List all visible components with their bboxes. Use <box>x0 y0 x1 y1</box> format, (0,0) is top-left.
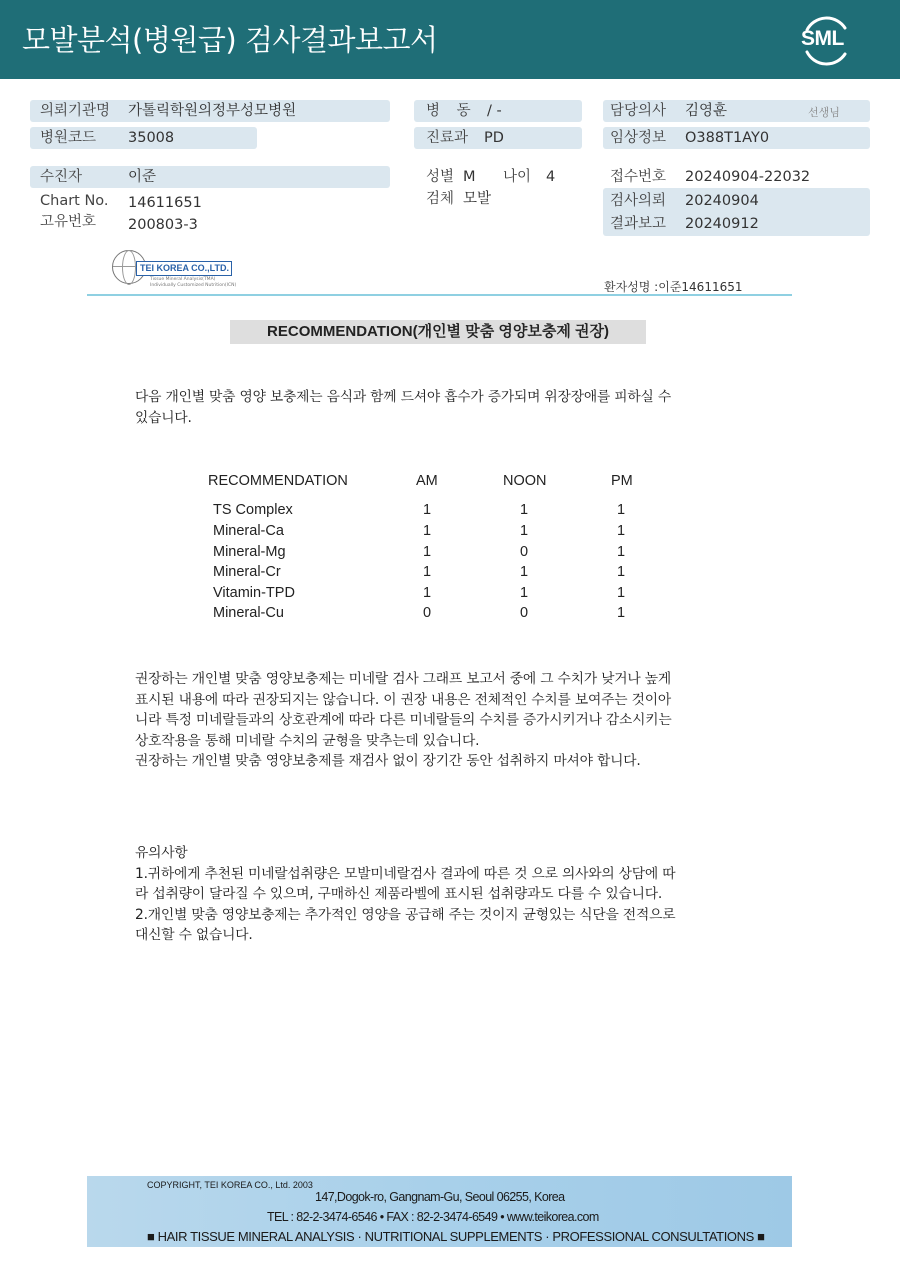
clinical-info-label: 임상정보 <box>610 130 667 146</box>
specimen-value: 모발 <box>463 191 492 207</box>
explanation-line: 권장하는 개인별 맞춤 영양보충제를 재검사 없이 장기간 동안 섭취하지 마셔야 합니다. <box>135 753 641 769</box>
intro-paragraph <box>135 387 745 428</box>
explanation-line: 표시된 내용에 따라 권장되지는 않습니다. 이 권장 내용은 전체적인 수치를 보여주는 것이아 <box>135 691 671 708</box>
tei-logo-text: TEI KOREA CO.,LTD. <box>136 261 232 276</box>
am-dose: 0 <box>422 605 432 621</box>
supplement-name: TS Complex <box>213 502 293 518</box>
ward-value: / - <box>487 103 502 119</box>
pm-dose: 1 <box>616 564 626 580</box>
table-header-am: AM <box>416 473 438 489</box>
age-value: 4 <box>546 169 556 185</box>
hospital-value: 가톨릭학원의정부성모병원 <box>128 103 297 119</box>
am-dose: 1 <box>422 502 432 518</box>
pm-dose: 1 <box>616 502 626 518</box>
notes-heading: 유의사항 <box>135 845 188 861</box>
explanation-line: 니라 특정 미네랄들과의 상호관계에 따라 다른 미네랄들의 수치를 증가시키거나 감소시키는 <box>135 712 672 728</box>
table-row <box>208 605 658 625</box>
notes-line: 2.개인별 맞춤 영양보충제는 추가적인 영양을 공급해 주는 것이지 균형있는 식단을 전적으로 <box>135 906 676 923</box>
sml-logo <box>797 14 853 66</box>
sex-label: 성별 <box>426 169 455 185</box>
receipt-no-label: 접수번호 <box>610 169 667 185</box>
report-date-label: 결과보고 <box>610 216 667 232</box>
footer-address: 147,Dogok-ro, Gangnam-Gu, Seoul 06255, Korea <box>315 1190 565 1204</box>
report-date-value: 20240912 <box>685 216 759 232</box>
unique-no-value: 200803-3 <box>128 217 198 233</box>
specimen-label: 검체 <box>426 191 455 207</box>
table-header-pm: PM <box>611 473 633 489</box>
footer-banner <box>87 1176 792 1247</box>
table-row <box>208 564 658 584</box>
pm-dose: 1 <box>616 523 626 539</box>
report-header <box>0 0 900 79</box>
noon-dose: 0 <box>519 605 529 621</box>
hospital-code-value: 35008 <box>128 130 175 146</box>
explanation-line: 상호작용을 통해 미네랄 수치의 균형을 맞추는데 있습니다. <box>135 732 480 749</box>
table-header-recommendation: RECOMMENDATION <box>208 473 348 489</box>
patient-value: 이준 <box>128 169 157 185</box>
noon-dose: 1 <box>519 564 529 580</box>
department-label: 진료과 <box>426 130 469 146</box>
supplement-name: Mineral-Cu <box>213 605 284 621</box>
table-row <box>208 544 658 564</box>
noon-dose: 0 <box>519 544 529 560</box>
section-title: RECOMMENDATION(개인별 맞춤 영양보충제 권장) <box>267 323 609 340</box>
supplement-name: Mineral-Ca <box>213 523 284 539</box>
divider <box>87 294 792 296</box>
intro-line: 있습니다. <box>135 409 192 426</box>
supplement-name: Mineral-Mg <box>213 544 286 560</box>
explanation-line: 권장하는 개인별 맞춤 영양보충제는 미네랄 검사 그래프 보고서 중에 그 수치가 낮거나 높게 <box>135 671 671 687</box>
doctor-value: 김영훈 <box>685 103 728 119</box>
doctor-suffix: 선생님 <box>808 106 840 119</box>
tei-logo-subtitle: Individually Customized Nutrition(ICN) <box>150 283 237 288</box>
request-date-label: 검사의뢰 <box>610 193 667 209</box>
pm-dose: 1 <box>616 544 626 560</box>
supplement-name: Vitamin-TPD <box>213 585 295 601</box>
doctor-label: 담당의사 <box>610 103 667 119</box>
pm-dose: 1 <box>616 585 626 601</box>
noon-dose: 1 <box>519 585 529 601</box>
sex-value: M <box>463 169 476 185</box>
age-label: 나이 <box>503 169 532 185</box>
tei-logo-subtitle: Tissue Mineral Analysis(TMA) <box>150 277 216 282</box>
table-header-noon: NOON <box>503 473 547 489</box>
explanation-paragraph <box>135 669 745 772</box>
table-row <box>208 523 658 543</box>
report-title: 모발분석(병원급) 검사결과보고서 <box>22 23 438 57</box>
am-dose: 1 <box>422 523 432 539</box>
notes-line: 1.귀하에게 추천된 미네랄섭취량은 모발미네랄검사 결과에 따른 것 으로 의사와의 상담에 따 <box>135 865 676 882</box>
request-date-value: 20240904 <box>685 193 759 209</box>
noon-dose: 1 <box>519 502 529 518</box>
receipt-no-value: 20240904-22032 <box>685 169 811 185</box>
patient-name-line: 환자성명 :이준14611651 <box>604 280 743 294</box>
am-dose: 1 <box>422 544 432 560</box>
hospital-code-label: 병원코드 <box>40 130 97 146</box>
am-dose: 1 <box>422 585 432 601</box>
footer-contact: TEL : 82-2-3474-6546 • FAX : 82-2-3474-6549 • www.teikorea.com <box>267 1210 599 1224</box>
table-row <box>208 502 658 522</box>
unique-no-label: 고유번호 <box>40 214 97 230</box>
sml-logo-text: SML <box>801 27 844 50</box>
supplement-name: Mineral-Cr <box>213 564 281 580</box>
pm-dose: 1 <box>616 605 626 621</box>
footer-services: ■ HAIR TISSUE MINERAL ANALYSIS · NUTRITIONAL SUPPLEMENTS · PROFESSIONAL CONSULTATIONS ■ <box>147 1229 765 1244</box>
notes-section <box>135 843 745 946</box>
chart-no-label: Chart No. <box>40 193 109 209</box>
intro-line: 다음 개인별 맞춤 영양 보충제는 음식과 함께 드셔야 흡수가 증가되며 위장장애를 피하실 수 <box>135 389 671 405</box>
patient-label: 수진자 <box>40 169 83 185</box>
clinical-info-value: O388T1AY0 <box>685 130 770 146</box>
ward-label: 병 동 <box>426 103 477 119</box>
am-dose: 1 <box>422 564 432 580</box>
department-value: PD <box>484 130 504 146</box>
noon-dose: 1 <box>519 523 529 539</box>
hospital-label: 의뢰기관명 <box>40 103 111 119</box>
notes-line: 라 섭취량이 달라질 수 있으며, 구매하신 제품라벨에 표시된 섭취량과도 다를 수 있습니다. <box>135 886 663 902</box>
footer-copyright: COPYRIGHT, TEI KOREA CO., Ltd. 2003 <box>147 1180 313 1190</box>
chart-no-value: 14611651 <box>128 195 202 211</box>
table-row <box>208 585 658 605</box>
tei-korea-logo <box>110 250 240 288</box>
info-bar <box>30 166 390 188</box>
notes-line: 대신할 수 없습니다. <box>135 927 253 943</box>
